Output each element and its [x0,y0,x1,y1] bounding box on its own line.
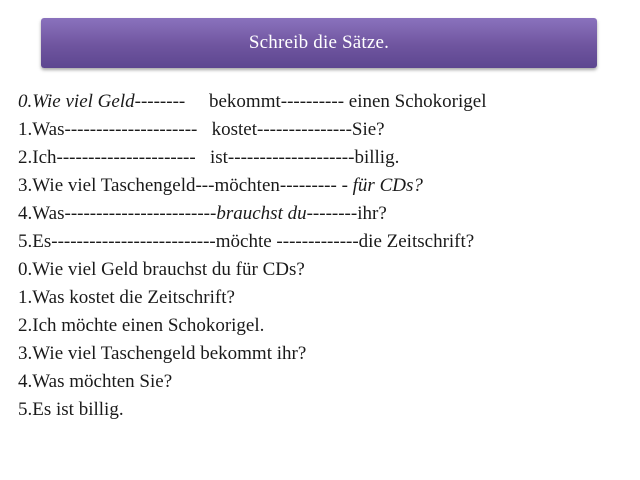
answer-line-5 [18,396,630,424]
exercise-line-2 [18,144,630,172]
line-segment: ------- bekommt---------- einen Schokorigel [140,91,487,112]
line-segment: 1.Was--------------------- kostet---------------Sie? [18,119,385,140]
answer-line-0 [18,256,630,284]
line-segment: 2.Ich---------------------- ist--------------------billig. [18,147,400,168]
line-segment: brauchst du [216,203,307,224]
line-segment: 2.Ich möchte einen Schokorigel. [18,315,265,336]
answer-line-1 [18,284,630,312]
line-segment: für CDs? [352,175,423,196]
exercise-line-5 [18,228,630,256]
line-segment: 1.Was kostet die Zeitschrift? [18,287,235,308]
line-segment: 5.Es ist billig. [18,399,124,420]
page-title: Schreib die Sätze. [248,32,390,53]
line-segment: 4.Was------------------------ [18,203,217,224]
line-segment: 3.Wie viel Taschengeld bekommt ihr? [18,343,307,364]
exercise-text [18,88,630,424]
answer-line-3 [18,340,630,368]
line-segment: 4.Was möchten Sie? [18,371,173,392]
exercise-line-3 [18,172,630,200]
line-segment: 5.Es--------------------------möchte -------------die Zeitschrift? [18,231,475,252]
answer-line-2 [18,312,630,340]
answer-line-4 [18,368,630,396]
exercise-line-0 [18,88,630,116]
exercise-line-4 [18,200,630,228]
line-segment: 0.Wie viel Geld- [18,91,141,112]
line-segment: 3.Wie viel Taschengeld---möchten--------- - [18,175,353,196]
exercise-line-1 [18,116,630,144]
title-banner [41,18,597,68]
line-segment: --------ihr? [306,203,387,224]
line-segment: 0.Wie viel Geld brauchst du für CDs? [18,259,305,280]
